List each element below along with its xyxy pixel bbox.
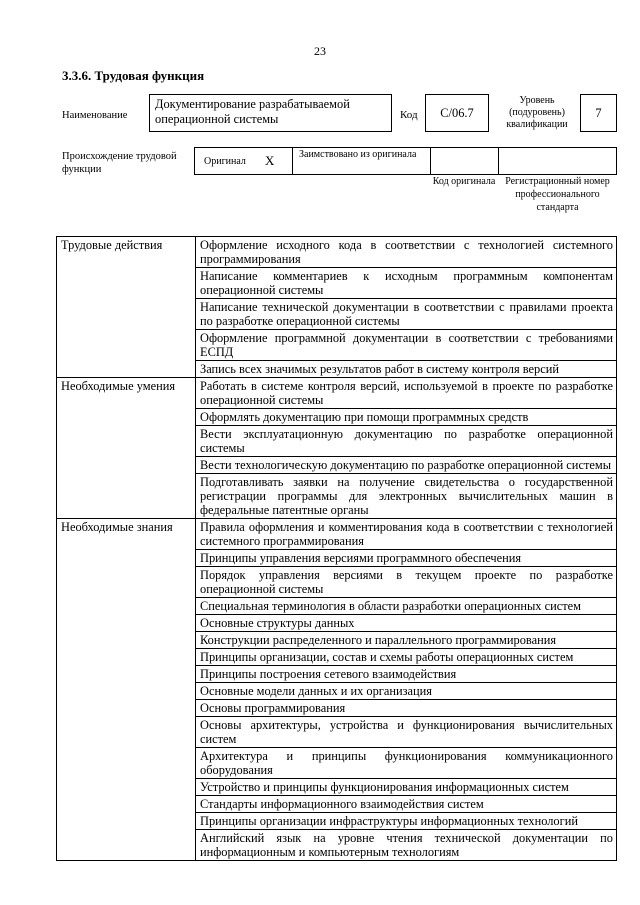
table-row bbox=[57, 683, 617, 700]
section-title-cell-empty bbox=[57, 779, 196, 796]
list-item: Принципы построения сетевого взаимодействия bbox=[196, 666, 617, 683]
table-row bbox=[57, 567, 617, 598]
origin-label: Происхождение трудовой функции bbox=[62, 151, 177, 175]
table-row bbox=[57, 237, 617, 268]
table-row bbox=[57, 615, 617, 632]
code-original-label: Код оригинала bbox=[432, 176, 496, 187]
list-item: Архитектура и принципы функционирования коммуникационного оборудования bbox=[196, 748, 617, 779]
table-row bbox=[57, 361, 617, 378]
section-title-cell-empty bbox=[57, 615, 196, 632]
list-item: Запись всех значимых результатов работ в систему контроля версий bbox=[196, 361, 617, 378]
qualification-level: 7 bbox=[580, 94, 617, 132]
section-title-cell-empty bbox=[57, 700, 196, 717]
section-title-cell-empty bbox=[57, 830, 196, 861]
table-row bbox=[57, 378, 617, 409]
list-item: Вести технологическую документацию по разработке операционной системы bbox=[196, 457, 617, 474]
original-cell bbox=[195, 148, 293, 174]
section-title-cell: Трудовые действия bbox=[57, 237, 196, 268]
list-item: Принципы управления версиями программного обеспечения bbox=[196, 550, 617, 567]
table-row bbox=[57, 598, 617, 615]
list-item: Вести эксплуатационную документацию по разработке операционной системы bbox=[196, 426, 617, 457]
section-title-cell: Необходимые знания bbox=[57, 519, 196, 550]
table-row bbox=[57, 519, 617, 550]
section-title-cell-empty bbox=[57, 813, 196, 830]
list-item: Конструкции распределенного и параллельного программирования bbox=[196, 632, 617, 649]
borrowed-label: Заимствовано из оригинала bbox=[293, 148, 431, 174]
section-title-cell-empty bbox=[57, 683, 196, 700]
function-name: Документирование разрабатываемой операционной системы bbox=[149, 94, 392, 132]
section-title-cell-empty bbox=[57, 666, 196, 683]
table-row bbox=[57, 550, 617, 567]
level-label: Уровень (подуровень) квалификации bbox=[506, 95, 568, 130]
table-row bbox=[57, 666, 617, 683]
name-label: Наименование bbox=[62, 110, 128, 121]
section-title-cell-empty bbox=[57, 649, 196, 666]
list-item: Устройство и принципы функционирования информационных систем bbox=[196, 779, 617, 796]
list-item: Порядок управления версиями в текущем проекте по разработке операционной системы bbox=[196, 567, 617, 598]
function-details-table bbox=[56, 236, 617, 861]
section-title-cell-empty bbox=[57, 550, 196, 567]
table-row bbox=[57, 796, 617, 813]
list-item: Оформление программной документации в соответствии с требованиями ЕСПД bbox=[196, 330, 617, 361]
function-code: C/06.7 bbox=[425, 94, 489, 132]
table-row bbox=[57, 813, 617, 830]
section-title-cell-empty bbox=[57, 796, 196, 813]
table-row bbox=[57, 409, 617, 426]
table-row bbox=[57, 649, 617, 666]
section-title-cell-empty bbox=[57, 426, 196, 457]
table-row bbox=[57, 330, 617, 361]
section-title-cell-empty bbox=[57, 748, 196, 779]
original-label: Оригинал bbox=[204, 156, 246, 167]
list-item: Принципы организации инфраструктуры информационных технологий bbox=[196, 813, 617, 830]
list-item: Основные структуры данных bbox=[196, 615, 617, 632]
list-item: Подготавливать заявки на получение свидетельства о государственной регистрации программы для электронных вычислительных машин в федеральные патентные органы bbox=[196, 474, 617, 519]
list-item: Специальная терминология в области разработки операционных систем bbox=[196, 598, 617, 615]
reg-number-label: Регистрационный номер профессионального стандарта bbox=[505, 176, 610, 213]
section-title-cell-empty bbox=[57, 567, 196, 598]
table-row bbox=[57, 474, 617, 519]
origin-table bbox=[194, 147, 617, 175]
reg-number-cell bbox=[499, 148, 616, 174]
section-title-cell-empty bbox=[57, 299, 196, 330]
table-row bbox=[57, 426, 617, 457]
code-original-cell bbox=[431, 148, 499, 174]
table-row bbox=[57, 299, 617, 330]
list-item: Английский язык на уровне чтения технической документации по информационным и компьютерным технологиям bbox=[196, 830, 617, 861]
list-item: Правила оформления и комментирования кода в соответствии с технологией системного программирования bbox=[196, 519, 617, 550]
section-title-cell-empty bbox=[57, 409, 196, 426]
list-item: Основные модели данных и их организация bbox=[196, 683, 617, 700]
table-row bbox=[57, 717, 617, 748]
section-title-cell-empty bbox=[57, 268, 196, 299]
list-item: Оформление исходного кода в соответствии с технологией системного программирования bbox=[196, 237, 617, 268]
table-row bbox=[57, 748, 617, 779]
list-item: Стандарты информационного взаимодействия систем bbox=[196, 796, 617, 813]
list-item: Принципы организации, состав и схемы работы операционных систем bbox=[196, 649, 617, 666]
list-item: Основы архитектуры, устройства и функционирования вычислительных систем bbox=[196, 717, 617, 748]
table-row bbox=[57, 268, 617, 299]
list-item: Основы программирования bbox=[196, 700, 617, 717]
list-item: Оформлять документацию при помощи программных средств bbox=[196, 409, 617, 426]
section-title-cell-empty bbox=[57, 457, 196, 474]
code-label: Код bbox=[400, 109, 418, 121]
table-row bbox=[57, 830, 617, 861]
table-row bbox=[57, 700, 617, 717]
section-title: 3.3.6. Трудовая функция bbox=[62, 68, 205, 83]
section-title-cell-empty bbox=[57, 474, 196, 519]
table-row bbox=[57, 632, 617, 649]
table-row bbox=[57, 457, 617, 474]
section-title-cell-empty bbox=[57, 598, 196, 615]
list-item: Работать в системе контроля версий, используемой в проекте по разработке операционной системы bbox=[196, 378, 617, 409]
section-title-cell-empty bbox=[57, 361, 196, 378]
list-item: Написание комментариев к исходным программным компонентам операционной системы bbox=[196, 268, 617, 299]
page-number: 23 bbox=[314, 44, 326, 58]
section-title-cell-empty bbox=[57, 632, 196, 649]
section-title-cell: Необходимые умения bbox=[57, 378, 196, 409]
table-row bbox=[57, 779, 617, 796]
original-mark: X bbox=[265, 153, 275, 168]
section-title-cell-empty bbox=[57, 717, 196, 748]
section-title-cell-empty bbox=[57, 330, 196, 361]
list-item: Написание технической документации в соответствии с правилами проекта по разработке операционной системы bbox=[196, 299, 617, 330]
